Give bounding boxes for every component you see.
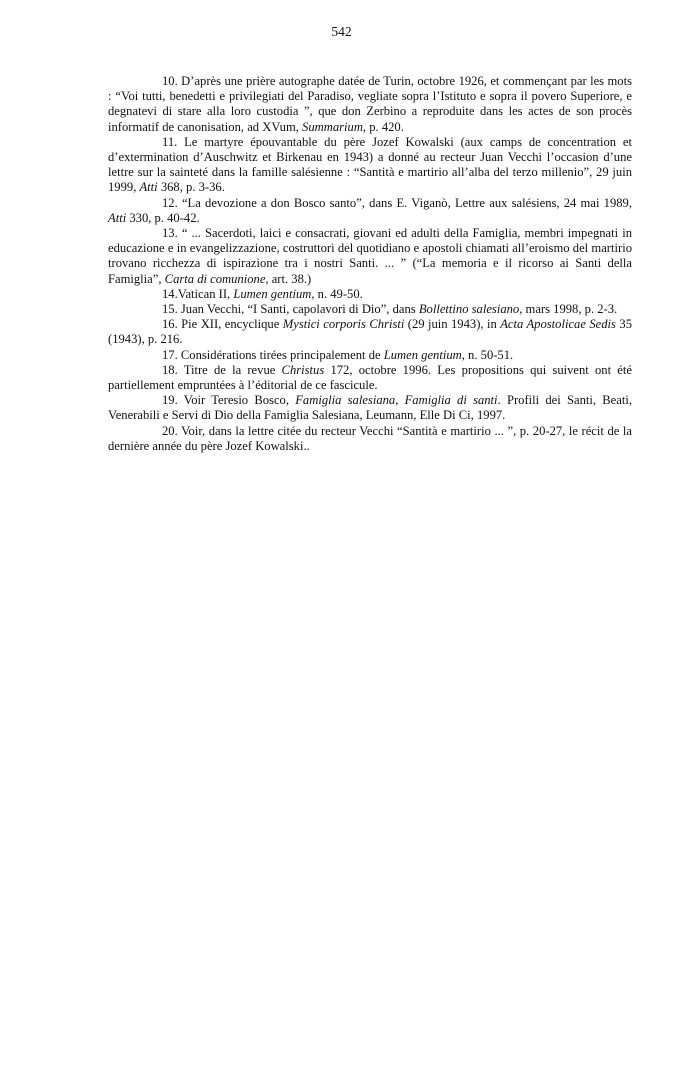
note-text: 16. Pie XII, encyclique xyxy=(162,317,283,332)
note-text: 10. D’après une prière autographe datée de Turin, octobre 1926, et commençant par les mots : “Voi tutti, benedetti e privilegiati del Paradiso, vegliate sopra l’Istituto e sopra il povero Superiore, e degnatevi di stare alla loro custodia ”, que don Zerbino a reproduite dans les actes de son procès informatif de canonisation, ad XVum, xyxy=(108,74,632,134)
note-text: 13. “ ... Sacerdoti, laici e consacrati, giovani ed adulti della Famiglia, membri impegnati in educazione e in evangelizzazione, costruttori del quotidiano e apostoli chiamati all’eroismo del martirio trovano ricchezza di ispirazione tra i nostri Santi. ... ” (“La memoria e il ricorso ai Santi della Famiglia”, xyxy=(108,226,632,286)
note-text: 18. Titre de la revue xyxy=(162,362,282,377)
italic-title-text: Acta Apostolicae Sedis xyxy=(500,317,616,332)
italic-title-text: Summarium xyxy=(302,119,363,134)
note-text: , n. 49-50. xyxy=(311,286,363,301)
note-text: 19. Voir Teresio Bosco, xyxy=(162,393,296,408)
note-text: 14.Vatican II, xyxy=(162,286,234,301)
note-text: , n. 50-51. xyxy=(461,347,514,362)
endnote-16 xyxy=(108,317,632,347)
endnote-11 xyxy=(108,135,632,196)
italic-title-text: Atti xyxy=(139,180,158,195)
page-number: 542 xyxy=(331,24,352,39)
note-text: 15. Juan Vecchi, “I Santi, capolavori di Dio”, dans xyxy=(162,302,419,317)
note-text: 172, octobre 1996. Les propositions qui suivent ont été partiellement empruntées à l’éditorial de ce fascicule. xyxy=(108,362,632,393)
italic-title-text: Mystici corporis Christi xyxy=(282,317,405,332)
note-text: (29 juin 1943), in xyxy=(404,317,501,332)
italic-title-text: Famiglia salesiana, Famiglia di santi xyxy=(295,393,498,408)
italic-title-text: Lumen gentium xyxy=(233,286,312,301)
italic-title-text: Lumen gentium xyxy=(383,347,462,362)
endnote-20 xyxy=(108,424,632,454)
note-text: 11. Le martyre épouvantable du père Jozef Kowalski (aux camps de concentration et d’extermination d’Auschwitz et Birkenau en 1943) a donné au recteur Juan Vecchi l’occasion d’une lettre sur la sainteté dans la famille salésienne : “Santità e martirio all’alba del terzo millenio”, 29 juin 1999, xyxy=(108,134,632,195)
note-text: 35 (1943), p. 216. xyxy=(108,317,632,347)
note-text: 20. Voir, dans la lettre citée du recteur Vecchi “Santità e martirio ... ”, p. 20-27, le récit de la dernière année du père Jozef Kowalski.. xyxy=(108,423,632,453)
italic-title-text: Christus xyxy=(281,362,325,377)
note-text: , p. 420. xyxy=(362,119,404,134)
endnote-10 xyxy=(108,74,632,135)
endnote-12 xyxy=(108,196,632,226)
note-text: , mars 1998, p. 2-3. xyxy=(519,302,618,317)
endnotes-list xyxy=(108,74,632,454)
italic-title-text: Carta di comunione xyxy=(164,271,266,286)
note-text: , art. 38.) xyxy=(265,271,312,286)
endnote-15 xyxy=(108,302,632,317)
note-text: 368, p. 3-36. xyxy=(157,180,225,195)
note-text: 17. Considérations tirées principalement de xyxy=(162,347,384,362)
endnote-13 xyxy=(108,226,632,287)
endnote-18 xyxy=(108,363,632,393)
note-text: . Profili dei Santi, Beati, Venerabili e Servi di Dio della Famiglia Salesiana, Leumann, Elle Di Ci, 1997. xyxy=(108,393,633,423)
note-text: 330, p. 40-42. xyxy=(126,210,200,225)
italic-title-text: Bollettino salesiano xyxy=(418,302,520,317)
endnote-17 xyxy=(108,348,632,363)
italic-title-text: Atti xyxy=(108,210,127,225)
endnote-19 xyxy=(108,393,632,423)
endnote-14 xyxy=(108,287,632,302)
note-text: 12. “La devozione a don Bosco santo”, dans E. Viganò, Lettre aux salésiens, 24 mai 1989, xyxy=(162,195,632,210)
